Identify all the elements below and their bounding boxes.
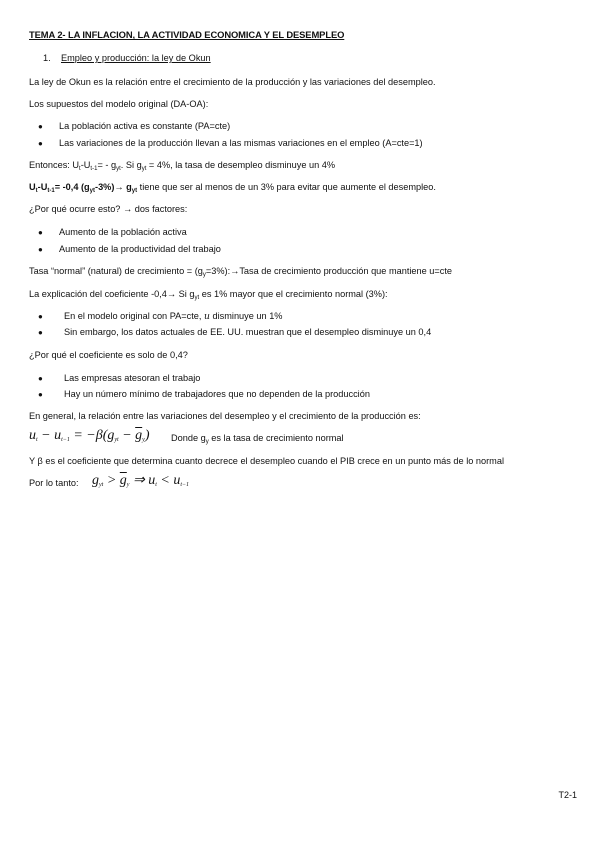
paragraph-coefficient-explanation: La explicación del coeficiente -0,4→ Si $g_{yt}$ es 1% mayor que el crecimiento normal (3%): [29, 289, 388, 301]
list-item: ● La población activa es constante (PA=cte) [38, 121, 231, 131]
bullet-icon: ● [38, 245, 43, 254]
list-item: ● Sin embargo, los datos actuales de EE. UU. muestran que el desempleo disminuye un 0,4 [38, 327, 432, 337]
paragraph-okun-definition: La ley de Okun es la relación entre el crecimiento de la producción y las variaciones del desempleo. [29, 77, 436, 87]
paragraph-beta-definition: Y β es el coeficiente que determina cuanto decrece el desempleo cuando el PIB crece en un punto más de lo normal [29, 456, 504, 466]
therefore-equation: $g_{yt} > \overline{g}_y$ ⇒ $u_t < u_{t-1}$ [92, 473, 190, 488]
bullet-icon: ● [38, 228, 43, 237]
list-item: ● Aumento de la productividad del trabajo [38, 244, 221, 254]
paragraph-okun-equation: $U_t-U_{t-1}= -0,4$ $(g_{yt}-3\%)\to g_{yt}$ tiene que ser al menos de un 3% para evitar que aumente el desempleo. [29, 182, 436, 194]
paragraph-therefore-label: Por lo tanto: [29, 478, 79, 488]
paragraph-general-relation: En general, la relación entre las variaciones del desempleo y el crecimiento de la producción es: [29, 411, 421, 421]
bullet-icon: ● [38, 328, 43, 337]
section-title: Empleo y producción: la ley de Okun [61, 53, 211, 63]
paragraph-entonces: Entonces: $U_t-U_{t-1}= - g_{yt}$. Si $g_{yt} = 4\%$, la tasa de desempleo disminuye un 4% [29, 160, 336, 172]
paragraph-why-question: ¿Por qué ocurre esto? → dos factores: [29, 204, 188, 214]
paragraph-assumptions-intro: Los supuestos del modelo original (DA-OA): [29, 99, 209, 109]
bullet-icon: ● [38, 374, 43, 383]
list-item: ● Hay un número mínimo de trabajadores que no dependen de la producción [38, 389, 370, 399]
section-heading [43, 53, 211, 64]
paragraph-why-coefficient: ¿Por qué el coeficiente es solo de 0,4? [29, 350, 188, 360]
bullet-icon: ● [38, 122, 43, 131]
list-item: ● Las variaciones de la producción llevan a las mismas variaciones en el empleo (A=cte=1) [38, 138, 423, 148]
list-item: ● Aumento de la población activa [38, 227, 187, 237]
document-title: TEMA 2- LA INFLACION, LA ACTIVIDAD ECONOMICA Y EL DESEMPLEO [29, 29, 345, 40]
list-item: ● Las empresas atesoran el trabajo [38, 373, 201, 383]
section-number: 1. [43, 53, 51, 63]
paragraph-normal-rate: Tasa “normal” (natural) de crecimiento = $(g_y=3\%):\to Tasa$ de crecimiento producción que mantiene u=cte [29, 266, 453, 278]
okun-general-equation: $u_t - u_{t-1} = -\beta(g_{yt} - \overline{g}_y)$ [29, 428, 150, 443]
bullet-icon: ● [38, 312, 43, 321]
list-item: ● En el modelo original con PA=cte, u disminuye un 1% [38, 311, 283, 322]
page-number: T2-1 [558, 790, 577, 800]
equation-note: Donde $g_y$ es la tasa de crecimiento normal [171, 433, 344, 445]
bullet-icon: ● [38, 139, 43, 148]
bullet-icon: ● [38, 390, 43, 399]
